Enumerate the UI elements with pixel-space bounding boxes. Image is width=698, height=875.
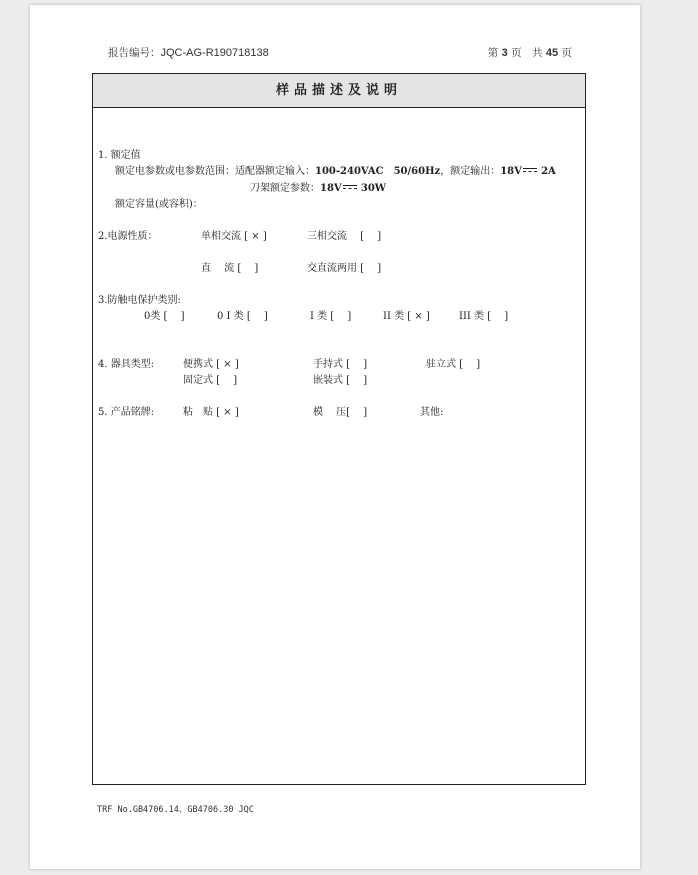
- page-prefix: 第: [487, 47, 499, 59]
- rated-range-label: 额定电参数或电参数范围：: [115, 166, 235, 177]
- nameplate-other: 其他:: [420, 407, 444, 418]
- dc-symbol-icon: [343, 185, 357, 192]
- rated-heading: 1. 额定值: [98, 150, 141, 161]
- power-single-phase: 单相交流 [ × ]: [201, 231, 267, 242]
- nameplate-sticker: 粘 贴 [ × ]: [183, 407, 239, 418]
- adapter-input-label: 适配器额定输入：: [235, 166, 315, 177]
- power-three-phase: 三相交流 [ ]: [307, 231, 382, 242]
- appliance-portable: 便携式 [ × ]: [183, 359, 239, 370]
- nameplate-stamped: 模 压[ ]: [313, 407, 368, 418]
- rated-range-line: [115, 162, 556, 177]
- section-title: 样品描述及说明: [93, 74, 585, 108]
- appliance-fixed: 固定式 [ ]: [183, 375, 238, 386]
- power-dc: 直 流 [ ]: [201, 263, 259, 274]
- power-label: 2.电源性质：: [98, 231, 158, 242]
- output-voltage: 18V: [500, 166, 522, 177]
- appliance-handheld: 手持式 [ ]: [313, 359, 368, 370]
- report-number-label: 报告编号：: [108, 47, 161, 59]
- footer-trf: TRF No.GB4706.14、GB4706.30 JQC: [97, 805, 254, 815]
- rated-capacity: 额定容量(或容积)：: [115, 199, 203, 210]
- rack-voltage: 18V: [320, 183, 342, 194]
- document-page: [30, 5, 640, 869]
- report-number-value: JQC-AG-R190718138: [160, 47, 269, 59]
- shock-label: 3.防触电保护类别:: [98, 295, 181, 306]
- page-indicator: [488, 45, 572, 60]
- page-mid: 页 共: [511, 47, 543, 59]
- page-suffix: 页: [561, 47, 572, 59]
- shock-class-0i: 0 I 类 [ ]: [217, 311, 268, 322]
- output-current: 2A: [541, 166, 556, 177]
- report-number: [108, 45, 269, 60]
- rack-line: [250, 179, 386, 194]
- appliance-built-in: 嵌装式 [ ]: [313, 375, 368, 386]
- appliance-standing: 驻立式 [ ]: [426, 359, 481, 370]
- nameplate-label: 5. 产品铭牌:: [98, 407, 155, 418]
- page-total: 45: [545, 47, 559, 59]
- appliance-label: 4. 器具类型:: [98, 359, 155, 370]
- page-number: 3: [501, 47, 508, 59]
- power-ac-dc: 交直流两用 [ ]: [307, 263, 382, 274]
- shock-class-1: I 类 [ ]: [310, 311, 352, 322]
- shock-class-2: II 类 [ × ]: [383, 311, 430, 322]
- dc-symbol-icon: [523, 168, 537, 175]
- rack-label: 刀架额定参数：: [250, 183, 320, 194]
- output-label: ，额定输出：: [440, 166, 501, 177]
- shock-class-3: III 类 [ ]: [459, 311, 509, 322]
- rack-power: 30W: [360, 183, 387, 194]
- adapter-input-value: 100-240VAC 50/60Hz: [315, 166, 441, 177]
- shock-class-0: 0类 [ ]: [144, 311, 185, 322]
- sample-description-frame: [92, 73, 586, 785]
